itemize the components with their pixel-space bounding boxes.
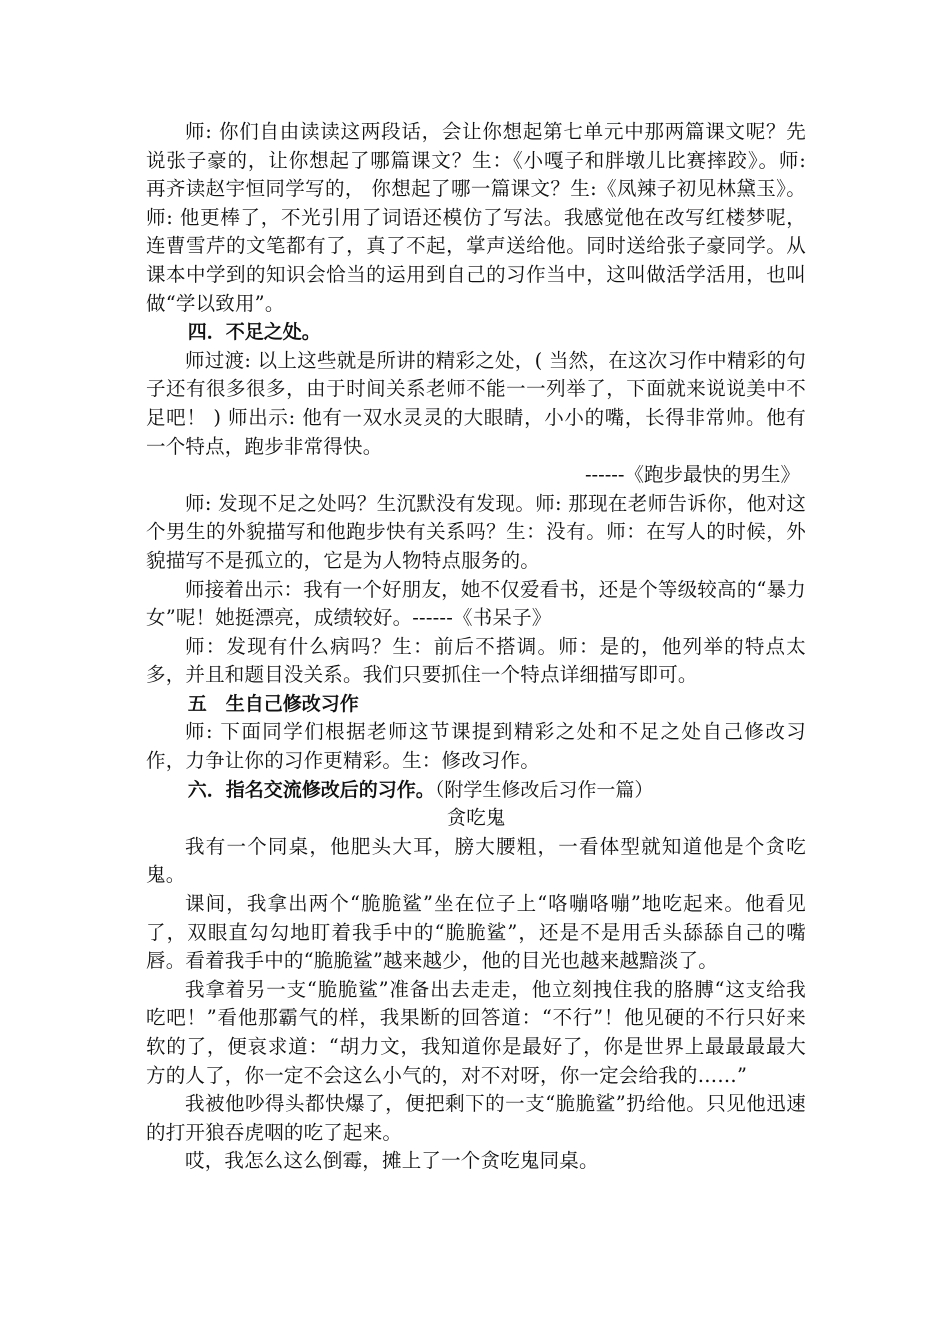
- paragraph-transition: 师过渡: 以上这些就是所讲的精彩之处，( 当然，在这次习作中精彩的句子还有很多很多，由于时间关系老师不能一一列举了，下面就来说说美中不足吧！ ) 师出示: 他有一双水灵灵的大眼睛，小小的嘴，长得非常帅。他有一个特点，跑步非常得快。: [146, 348, 806, 458]
- section-heading-sharing-note: （附学生修改后习作一篇）: [434, 778, 654, 801]
- essay-paragraph-1: 我有一个同桌，他肥头大耳，膀大腰粗，一看体型就知道他是个贪吃鬼。: [146, 834, 806, 887]
- section-heading-sharing-text: 六．指名交流修改后的习作。: [187, 778, 435, 801]
- essay-paragraph-2: 课间，我拿出两个“脆脆鲨”坐在位子上“咯嘣咯嘣”地吃起来。他看见了，双眼直勾勾地盯着我手中的“脆脆鲨”，还是不是用舌头舔舔自己的嘴唇。看着我手中的“脆脆鲨”越来越少，他的目光也越来越黯淡了。: [146, 892, 806, 973]
- paragraph-teacher-discussion: 师: 你们自由读读这两段话，会让你想起第七单元中那两篇课文呢？先说张子豪的，让你想起了哪篇课文？生：《小嘎子和胖墩儿比赛摔跤》。师: 再齐读赵宇恒同学写的， 你想起了哪一篇课文？生:《凤辣子初见林黛玉》。师: 他更棒了，不光引用了词语还模仿了写法。我感觉他在改写红楼梦呢，连曹雪芹的文笔都有了，真了不起，掌声送给他。同时送给张子豪同学。从课本中学到的知识会恰当的运用到自己的习作当中，这叫做活学活用，也叫做“学以致用”。: [146, 120, 806, 315]
- section-heading-self-revision: 五 生自己修改习作: [187, 692, 359, 715]
- example-source-fastest-boy: ------《跑步最快的男生》: [584, 463, 800, 487]
- essay-paragraph-3: 我拿着另一支“脆脆鲨”准备出去走走，他立刻拽住我的胳膊“这支给我吃吧！”看他那霸气的样，我果断的回答道：“不行”！他见硬的不行只好来软的了，便哀求道：“胡力文，我知道你是最好了，你是世界上最最最最大方的人了，你一定不会这么小气的，对不对呀，你一定会给我的……”: [146, 977, 806, 1087]
- section-heading-shortcomings: 四．不足之处。: [187, 321, 321, 344]
- paragraph-revision-instruction: 师: 下面同学们根据老师这节课提到精彩之处和不足之处自己修改习作，力争让你的习作更精彩。生：修改习作。: [146, 720, 806, 773]
- essay-paragraph-5: 哎，我怎么这么倒霉，摊上了一个贪吃鬼同桌。: [185, 1149, 599, 1173]
- paragraph-find-shortcomings: 师: 发现不足之处吗？生沉默没有发现。师: 那现在老师告诉你，他对这个男生的外貌描写和他跑步快有关系吗？生：没有。师：在写人的时候，外貌描写不是孤立的，它是为人物特点服务的。: [146, 491, 806, 572]
- paragraph-diagnosis: 师：发现有什么病吗？生：前后不搭调。师：是的，他列举的特点太多，并且和题目没关系。我们只要抓住一个特点详细描写即可。: [146, 634, 806, 687]
- essay-paragraph-4: 我被他吵得头都快爆了，便把剩下的一支“脆脆鲨”扔给他。只见他迅速的打开狼吞虎咽的吃了起来。: [146, 1092, 806, 1144]
- paragraph-second-example: 师接着出示：我有一个好朋友，她不仅爱看书，还是个等级较高的“暴力女”呢！她挺漂亮，成绩较好。------《书呆子》: [146, 577, 806, 630]
- document-page: [146, 118, 806, 1176]
- section-heading-sharing: [146, 776, 806, 805]
- essay-title: 贪吃鬼: [446, 806, 506, 830]
